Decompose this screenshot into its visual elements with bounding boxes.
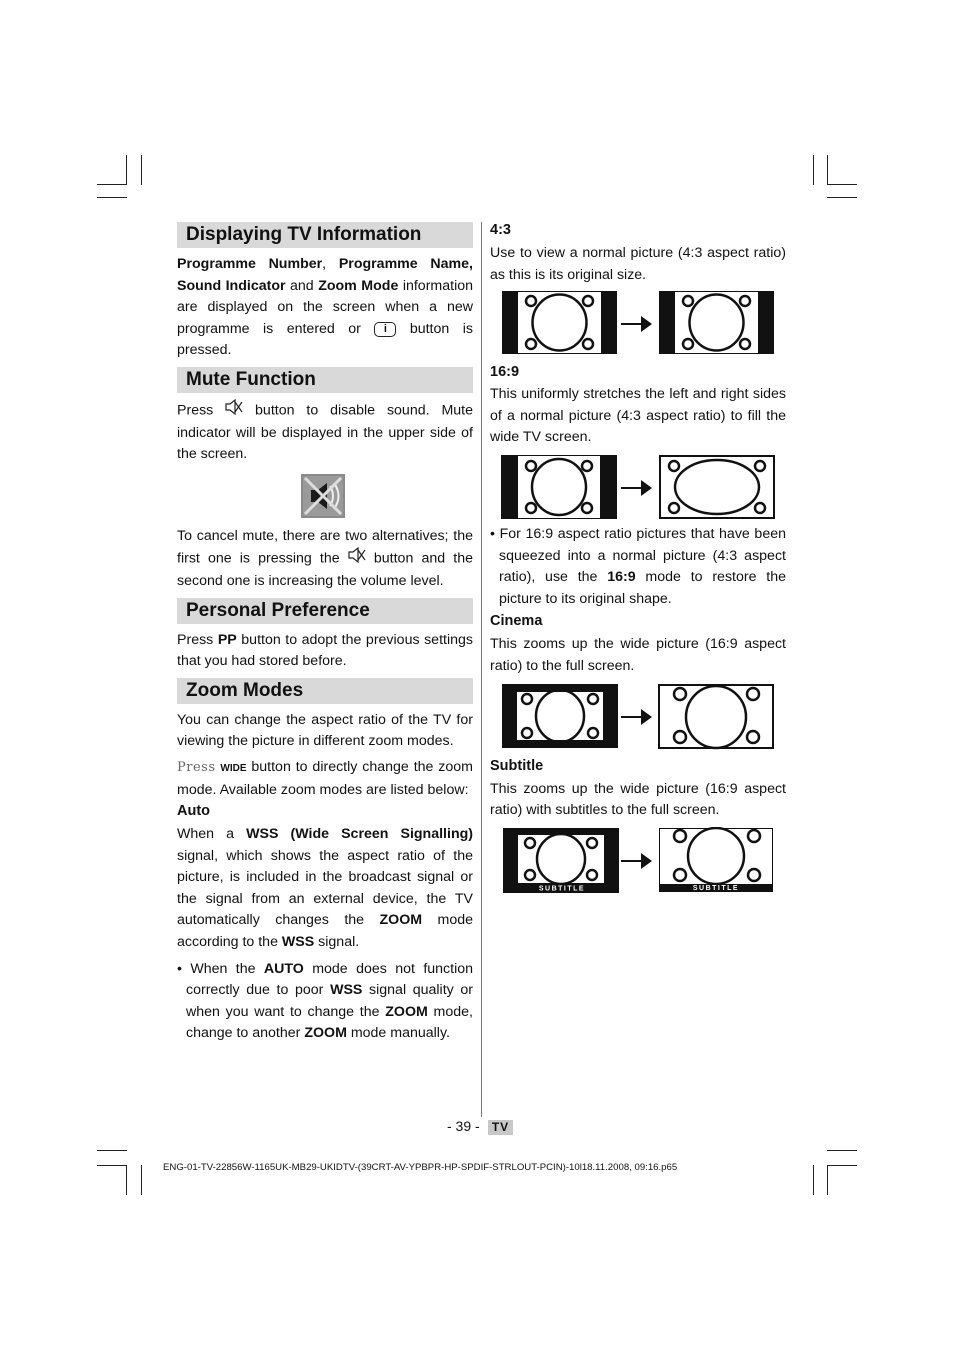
text: Press	[177, 402, 226, 419]
text: mode manually.	[346, 1025, 450, 1042]
auto-bullet	[177, 959, 473, 1045]
wide-button-label: WIDE	[220, 762, 247, 774]
mute-text-1	[177, 399, 473, 466]
text: Press	[177, 631, 218, 648]
mute-icon	[348, 547, 366, 571]
zoom-press-wide-text	[177, 757, 473, 801]
subtitle-label: SUBTITLE	[538, 885, 586, 893]
text: • For 16:9 aspect ratio pictures that have been squeezed into a normal picture (4:3 aspect ratio), use the	[490, 525, 786, 586]
bold-zoom-mode: Zoom Mode	[318, 277, 399, 294]
text: button to disable sound. Mute indicator will be displayed in the upper side of the screen.	[177, 402, 473, 463]
bold-zoom: ZOOM	[379, 912, 423, 929]
bold-wss: WSS (Wide Screen Signalling)	[246, 826, 474, 843]
mode-169-diagram	[490, 454, 786, 522]
arrow-right-icon	[621, 316, 652, 332]
heading-mute-function: Mute Function	[177, 367, 473, 393]
arrow-right-icon	[621, 709, 652, 725]
cinema-text: This zooms up the wide picture (16:9 aspect ratio) to the full screen.	[490, 636, 786, 674]
zoom-intro-text: You can change the aspect ratio of the TV for viewing the picture in different zoom modes.	[177, 711, 473, 750]
bold-169: 16:9	[607, 569, 636, 586]
file-footer: ENG-01-TV-22856W-1165UK-MB29-UKIDTV-(39CRT-AV-YPBPR-HP-SPDIF-STRLOUT-PCIN)-10l18.11.2008, 09:16.p65	[163, 1162, 678, 1173]
tv-badge: TV	[488, 1120, 513, 1135]
text: information are displayed on the screen when a new programme is entered or	[177, 277, 473, 337]
auto-title: Auto	[177, 803, 211, 820]
subtitle-diagram	[490, 827, 786, 895]
mode-43-text: Use to view a normal picture (4:3 aspect ratio) as this is its original size.	[490, 245, 786, 283]
bold-pp: PP	[217, 631, 237, 648]
text: signal, which shows the aspect ratio of the picture, is included in the broadcast signal or the signal from an external device, the TV automatically changes the	[177, 847, 473, 929]
arrow-right-icon	[621, 480, 652, 496]
heading-personal-preference: Personal Preference	[177, 598, 473, 624]
text: button to directly change the zoom mode. Available zoom modes are listed below:	[177, 758, 473, 798]
personal-preference-text	[177, 630, 473, 673]
text: mode to restore the picture to its original shape.	[499, 569, 786, 607]
text: mode, change to another	[186, 1003, 473, 1042]
cinema-diagram	[490, 683, 786, 751]
bold-wss: WSS	[281, 934, 315, 951]
subtitle-label: SUBTITLE	[692, 884, 740, 892]
displaying-tv-info-text	[177, 254, 473, 362]
mode-169-title: 16:9	[490, 364, 520, 381]
bold-programme-number: Programme Number	[177, 256, 323, 272]
text: button to adopt the previous settings that you had stored before.	[177, 631, 473, 670]
mode-169-bullet	[490, 524, 786, 610]
left-column	[177, 222, 473, 1045]
text: mode does not function correctly due to poor	[186, 960, 474, 999]
text: mode according to the	[177, 912, 473, 951]
mode-43-diagram	[490, 290, 786, 358]
bold-auto: AUTO	[263, 960, 304, 977]
text: • When the	[177, 960, 264, 977]
heading-displaying-tv-info: Displaying TV Information	[177, 222, 473, 248]
bold-zoom: ZOOM	[304, 1025, 347, 1042]
text: ,	[322, 256, 339, 272]
mute-icon	[225, 399, 243, 423]
text: and	[285, 277, 319, 294]
bold-programme-name: Programme Name,	[338, 256, 473, 272]
cinema-title: Cinema	[490, 613, 543, 630]
auto-text	[177, 824, 473, 954]
mode-169-text: This uniformly stretches the left and right sides of a normal picture (4:3 aspect ratio) to fill the wide TV screen.	[490, 386, 786, 446]
right-column	[490, 222, 786, 895]
text: button and the second one is increasing the volume level.	[177, 550, 473, 589]
bold-wss: WSS	[330, 982, 363, 999]
press-word: Press	[177, 759, 216, 775]
column-divider	[481, 222, 482, 1117]
arrow-right-icon	[621, 853, 652, 869]
info-button-icon: i	[374, 322, 396, 337]
page-number: - 39 -	[447, 1118, 480, 1134]
text: button is pressed.	[177, 320, 473, 359]
subtitle-title: Subtitle	[490, 757, 544, 774]
subtitle-text: This zooms up the wide picture (16:9 aspect ratio) with subtitles to the full screen.	[490, 780, 786, 819]
bold-zoom: ZOOM	[385, 1003, 428, 1020]
text: signal quality or when you want to change the	[186, 982, 473, 1020]
bold-sound-indicator: Sound Indicator	[177, 277, 286, 294]
mode-43-title: 4:3	[490, 222, 511, 238]
text: When a	[177, 826, 247, 843]
text: To cancel mute, there are two alternatives; the first one is pressing the	[177, 527, 473, 567]
heading-zoom-modes: Zoom Modes	[177, 678, 473, 704]
mute-indicator-image	[301, 474, 345, 518]
mute-text-2	[177, 526, 473, 593]
text: signal.	[314, 934, 360, 951]
